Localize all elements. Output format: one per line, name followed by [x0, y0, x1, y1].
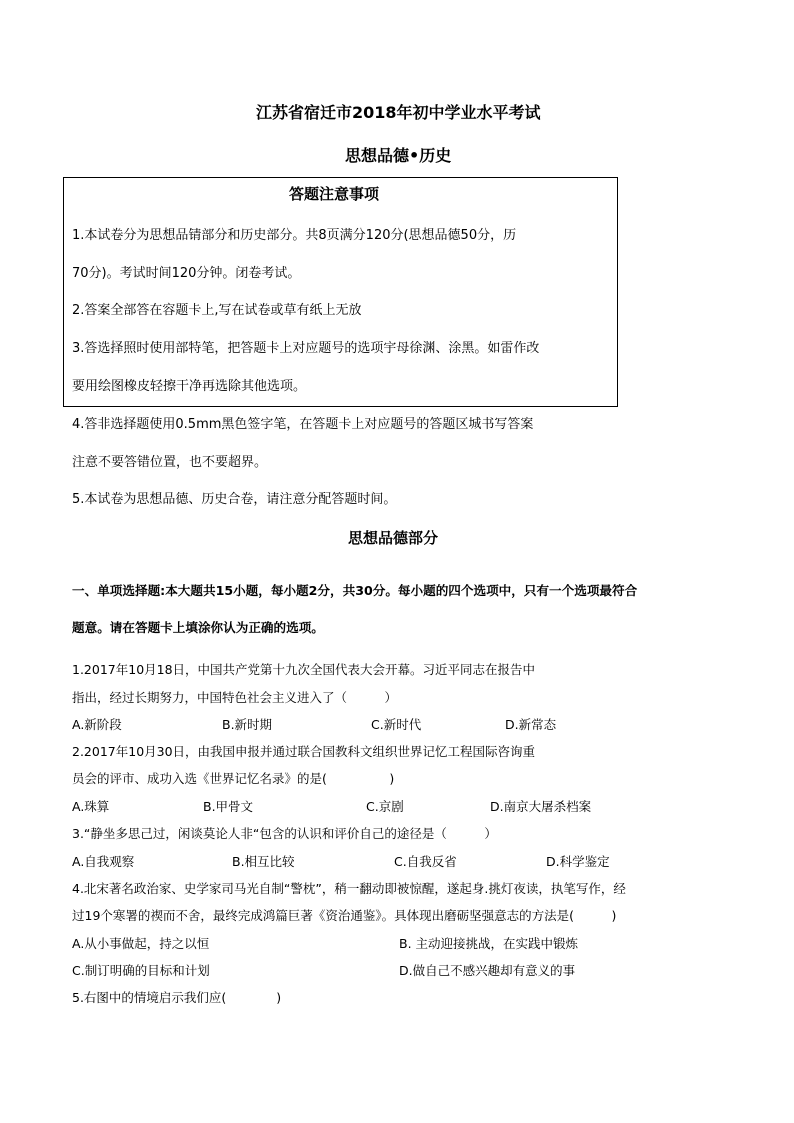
question-stem: 5.右图中的情境启示我们应( ) [72, 990, 282, 1005]
question-stem: 4.北宋著名政治家、史学家司马光自制“警枕”，稍一翻动即被惊醒，遂起身.挑灯夜读，执笔写作，经 [72, 881, 626, 896]
option-a: A.珠算 [72, 799, 110, 814]
subject-title: 思想品德•历史 [345, 146, 452, 165]
question-stem: 指出，经过长期努力，中国特色社会主义进入了（ ） [72, 690, 398, 705]
option-c: C.制订明确的目标和计划 [72, 963, 210, 978]
option-c: C.自我反省 [394, 854, 457, 869]
notice-box [63, 177, 618, 407]
option-b: B.新时期 [222, 717, 273, 732]
question-stem: 2.2017年10月30日，由我国申报并通过联合国教科文组织世界记忆工程国际咨询重 [72, 744, 536, 759]
option-d: D.做自己不感兴趣却有意义的事 [399, 963, 576, 978]
notice-line: 70分)。考试时间120分钟。闭卷考试。 [72, 266, 301, 281]
option-b: B.甲骨文 [203, 799, 254, 814]
section-instruction: 一、单项选择题:本大题共15小题，每小题2分，共30分。每小题的四个选项中，只有一个选项最符合 [72, 583, 638, 598]
notice-line: 2.答案全部答在容题卡上,写在试卷或草有纸上无放 [72, 303, 362, 318]
exam-title: 江苏省宿迁市2018年初中学业水平考试 [256, 103, 541, 122]
option-d: D.科学鉴定 [546, 854, 610, 869]
option-d: D.新常态 [505, 717, 557, 732]
option-b: B.相互比较 [232, 854, 295, 869]
notice-line: 5.本试卷为思想品德、历史合卷，请注意分配答题时间。 [72, 492, 397, 507]
notice-line: 要用绘图橡皮轻擦干净再选除其他选项。 [72, 379, 307, 394]
section-instruction: 题意。请在答题卡上填涂你认为正确的选项。 [72, 620, 324, 635]
question-stem: 3.“静坐多思己过，闲谈莫论人非“包含的认识和评价自己的途径是（ ） [72, 826, 497, 841]
option-b: B. 主动迎接挑战，在实践中锻炼 [399, 936, 579, 951]
option-a: A.新阶段 [72, 717, 122, 732]
option-a: A.从小事做起，持之以恒 [72, 936, 210, 951]
notice-line: 4.答非选择题使用0.5mm黑色签字笔，在答题卡上对应题号的答题区城书写答案 [72, 417, 534, 432]
section-title: 思想品德部分 [348, 529, 439, 547]
option-c: C.新时代 [371, 717, 422, 732]
question-stem: 1.2017年10月18日，中国共产党第十九次全国代表大会开幕。习近平同志在报告中 [72, 662, 536, 677]
notice-heading: 答题注意事项 [289, 185, 380, 203]
notice-line: 1.本试卷分为思想品锖部分和历史部分。共8页满分120分(思想品德50分，历 [72, 228, 517, 243]
question-stem: 员会的评市、成功入选《世界记忆名录》的是( ) [72, 771, 395, 786]
notice-line: 注意不要答错位置，也不要超界。 [72, 455, 268, 470]
option-d: D.南京大屠杀档案 [490, 799, 592, 814]
notice-line: 3.答选择照时使用部特笔，把答题卡上对应题号的选项宇母徐渊、涂黑。如雷作改 [72, 341, 540, 356]
option-a: A.自我观察 [72, 854, 135, 869]
question-stem: 过19个寒署的禊而不舍，最终完成鸿篇巨著《资治通鉴》。具体现出磨砺坚强意志的方法是( ) [72, 908, 617, 923]
option-c: C.京剧 [366, 799, 404, 814]
